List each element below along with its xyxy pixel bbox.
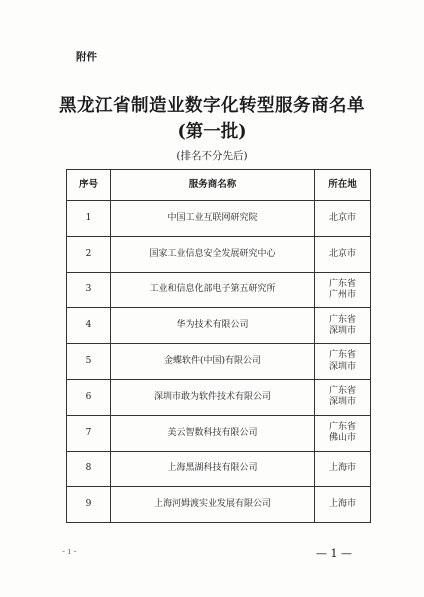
provider-location — [315, 201, 371, 237]
table-header-row — [67, 170, 371, 201]
provider-location — [315, 415, 371, 451]
header-location: 所在地 — [315, 170, 371, 201]
header-provider-name: 服务商名称 — [111, 170, 315, 201]
provider-location — [315, 451, 371, 487]
row-number: 1 — [67, 201, 111, 237]
table-row — [67, 308, 371, 344]
table-row — [67, 201, 371, 237]
table-row — [67, 344, 371, 380]
document-title: 黑龙江省制造业数字化转型服务商名单 — [59, 96, 365, 116]
location-line: 广东省 — [328, 350, 356, 361]
location-line: 广东省 — [328, 386, 356, 397]
row-number: 5 — [67, 344, 111, 380]
page-number: — 1 — — [316, 547, 352, 560]
ranking-note: (排名不分先后) — [176, 150, 248, 162]
provider-table — [66, 169, 371, 523]
header-number: 序号 — [67, 170, 111, 201]
provider-name: 上海黑湖科技有限公司 — [111, 451, 315, 487]
location-line: 北京市 — [328, 212, 356, 223]
location-line: 广东省 — [328, 314, 356, 325]
provider-location — [315, 272, 371, 308]
provider-location — [315, 236, 371, 272]
location-line: 北京市 — [328, 248, 356, 259]
provider-location — [315, 379, 371, 415]
row-number: 4 — [67, 308, 111, 344]
table-row — [67, 272, 371, 308]
provider-name: 华为技术有限公司 — [111, 308, 315, 344]
table-row — [67, 415, 371, 451]
document-subtitle: (第一批) — [177, 122, 247, 142]
row-number: 7 — [67, 415, 111, 451]
table-row — [67, 236, 371, 272]
provider-location — [315, 344, 371, 380]
row-number: 2 — [67, 236, 111, 272]
provider-name: 工业和信息化部电子第五研究所 — [111, 272, 315, 308]
location-line: 广州市 — [328, 289, 356, 300]
row-number: 8 — [67, 451, 111, 487]
row-number: 9 — [67, 487, 111, 523]
location-line: 广东省 — [328, 421, 356, 432]
table-row — [67, 451, 371, 487]
table-row — [67, 379, 371, 415]
row-number: 6 — [67, 379, 111, 415]
provider-location — [315, 487, 371, 523]
location-line: 上海市 — [328, 463, 356, 474]
location-line: 深圳市 — [328, 325, 356, 336]
row-number: 3 — [67, 272, 111, 308]
provider-name: 中国工业互联网研究院 — [111, 201, 315, 237]
location-line: 深圳市 — [328, 361, 356, 372]
provider-name: 上海河姆渡实业发展有限公司 — [111, 487, 315, 523]
provider-location — [315, 308, 371, 344]
table-row — [67, 487, 371, 523]
provider-name: 深圳市敢为软件技术有限公司 — [111, 379, 315, 415]
provider-name: 国家工业信息安全发展研究中心 — [111, 236, 315, 272]
attachment-label: 附件 — [76, 51, 97, 63]
location-line: 广东省 — [328, 278, 356, 289]
provider-name: 金蝶软件(中国)有限公司 — [111, 344, 315, 380]
footer-mark: - ı - — [62, 547, 77, 557]
location-line: 上海市 — [328, 499, 356, 510]
location-line: 深圳市 — [328, 397, 356, 408]
location-line: 佛山市 — [328, 433, 356, 444]
provider-name: 美云智数科技有限公司 — [111, 415, 315, 451]
